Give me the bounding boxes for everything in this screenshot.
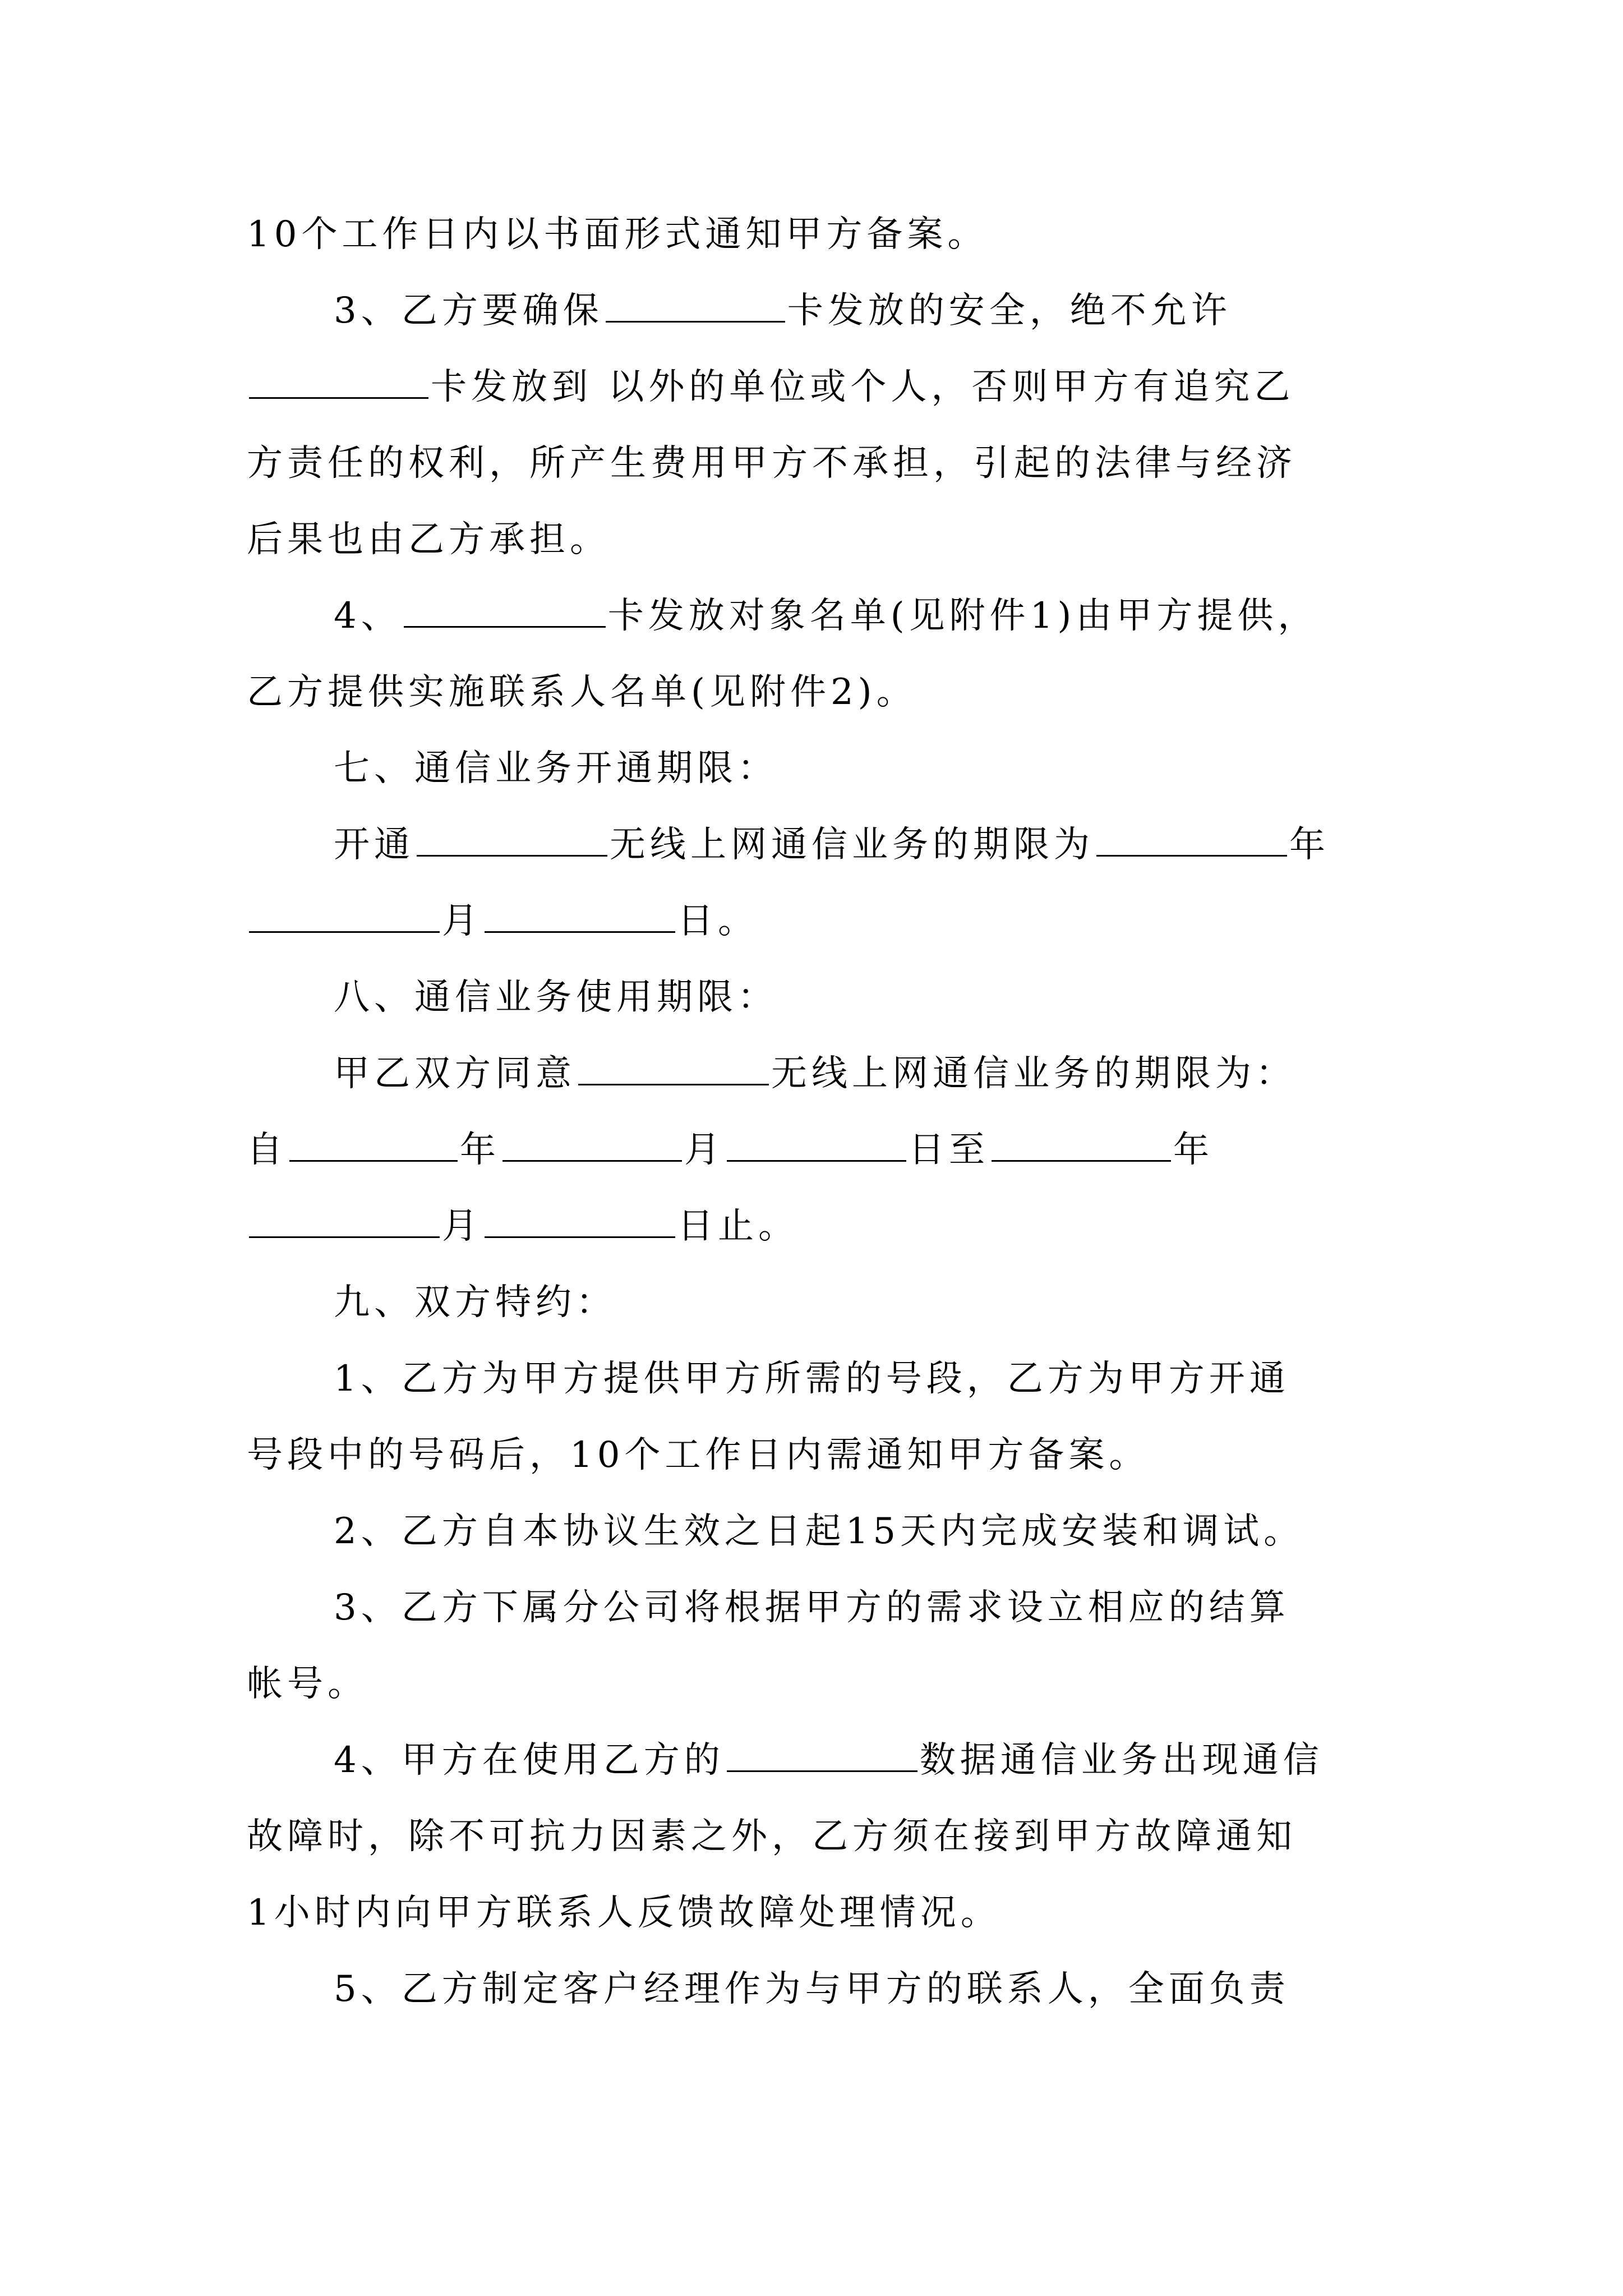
text-segment: 号段中的号码后，10个工作日内需通知甲方备案。 xyxy=(247,1434,1150,1476)
fill-blank[interactable] xyxy=(992,1126,1171,1162)
text-segment: 开通 xyxy=(334,824,414,866)
text-segment: 年 xyxy=(460,1129,500,1171)
text-segment: 1小时内向甲方联系人反馈故障处理情况。 xyxy=(247,1892,1001,1934)
text-segment: 故障时，除不可抗力因素之外，乙方须在接到甲方故障通知 xyxy=(247,1816,1297,1857)
fill-blank[interactable] xyxy=(578,1050,769,1085)
fill-blank[interactable] xyxy=(502,1126,682,1162)
text-line xyxy=(247,363,1391,439)
section-heading-9 xyxy=(247,1278,1391,1355)
text-line xyxy=(247,897,1391,973)
text-segment: 方责任的权利，所产生费用甲方不承担，引起的法律与经济 xyxy=(247,443,1297,484)
text-line xyxy=(247,1050,1391,1126)
text-line xyxy=(247,1507,1391,1584)
section-heading-8 xyxy=(247,973,1391,1050)
text-segment: 七、通信业务开通期限： xyxy=(334,748,778,789)
text-segment: 月 xyxy=(684,1129,725,1171)
text-segment: 日止。 xyxy=(677,1205,799,1247)
text-segment: 10个工作日内以书面形式通知甲方备案。 xyxy=(247,214,988,255)
text-segment: 月 xyxy=(442,1205,482,1247)
section-heading-7 xyxy=(247,744,1391,821)
text-line xyxy=(247,1126,1391,1202)
text-segment: 无线上网通信业务的期限为： xyxy=(771,1053,1296,1094)
text-segment: 帐号。 xyxy=(247,1663,368,1705)
text-segment: 卡发放对象名单(见附件1)由甲方提供， xyxy=(607,595,1318,637)
text-segment: 3、乙方下属分公司将根据甲方的需求设立相应的结算 xyxy=(334,1587,1290,1628)
text-line xyxy=(247,439,1391,516)
fill-blank[interactable] xyxy=(289,1126,458,1162)
text-segment: 卡发放到 以外的单位或个人，否则甲方有追究乙 xyxy=(431,366,1295,408)
text-line xyxy=(247,516,1391,592)
fill-blank[interactable] xyxy=(1096,821,1287,857)
text-line xyxy=(247,1965,1391,2041)
text-line xyxy=(247,1202,1391,1278)
text-segment: 4、 xyxy=(334,595,402,637)
fill-blank[interactable] xyxy=(485,898,675,933)
text-line xyxy=(247,210,1391,287)
fill-blank[interactable] xyxy=(417,821,607,857)
clause-4-line xyxy=(247,592,1391,668)
text-segment: 4、甲方在使用乙方的 xyxy=(334,1740,725,1781)
text-segment: 年 xyxy=(1173,1129,1214,1171)
text-line xyxy=(247,1812,1391,1889)
text-line xyxy=(247,821,1391,897)
text-line xyxy=(247,1660,1391,1736)
text-line xyxy=(247,1431,1391,1507)
text-segment: 5、乙方制定客户经理作为与甲方的联系人，全面负责 xyxy=(334,1968,1290,2010)
text-segment: 数据通信业务出现通信 xyxy=(919,1740,1324,1781)
text-line xyxy=(247,1736,1391,1812)
document-body xyxy=(247,210,1391,2041)
clause-3-line xyxy=(247,287,1391,363)
text-line xyxy=(247,668,1391,744)
text-segment: 八、通信业务使用期限： xyxy=(334,977,778,1018)
text-segment: 日至 xyxy=(909,1129,989,1171)
fill-blank[interactable] xyxy=(404,592,606,628)
fill-blank[interactable] xyxy=(606,287,785,323)
fill-blank[interactable] xyxy=(249,898,440,933)
text-segment: 2、乙方自本协议生效之日起15天内完成安装和调试。 xyxy=(334,1511,1304,1552)
fill-blank[interactable] xyxy=(727,1126,906,1162)
text-line xyxy=(247,1889,1391,1965)
fill-blank[interactable] xyxy=(727,1737,917,1772)
text-segment: 月 xyxy=(442,900,482,942)
text-line xyxy=(247,1584,1391,1660)
text-segment: 后果也由乙方承担。 xyxy=(247,519,610,560)
text-segment: 甲乙双方同意 xyxy=(334,1053,576,1094)
text-segment: 3、乙方要确保 xyxy=(334,290,603,332)
text-segment: 乙方提供实施联系人名单(见附件2)。 xyxy=(247,671,917,713)
text-segment: 无线上网通信业务的期限为 xyxy=(610,824,1094,866)
text-line xyxy=(247,1355,1391,1431)
text-segment: 年 xyxy=(1289,824,1330,866)
text-segment: 自 xyxy=(247,1129,287,1171)
fill-blank[interactable] xyxy=(249,1203,440,1238)
fill-blank[interactable] xyxy=(485,1203,675,1238)
text-segment: 九、双方特约： xyxy=(334,1282,616,1323)
text-segment: 卡发放的安全，绝不允许 xyxy=(787,290,1232,332)
text-segment: 日。 xyxy=(677,900,758,942)
text-segment: 1、乙方为甲方提供甲方所需的号段，乙方为甲方开通 xyxy=(334,1358,1290,1400)
fill-blank[interactable] xyxy=(249,364,428,399)
